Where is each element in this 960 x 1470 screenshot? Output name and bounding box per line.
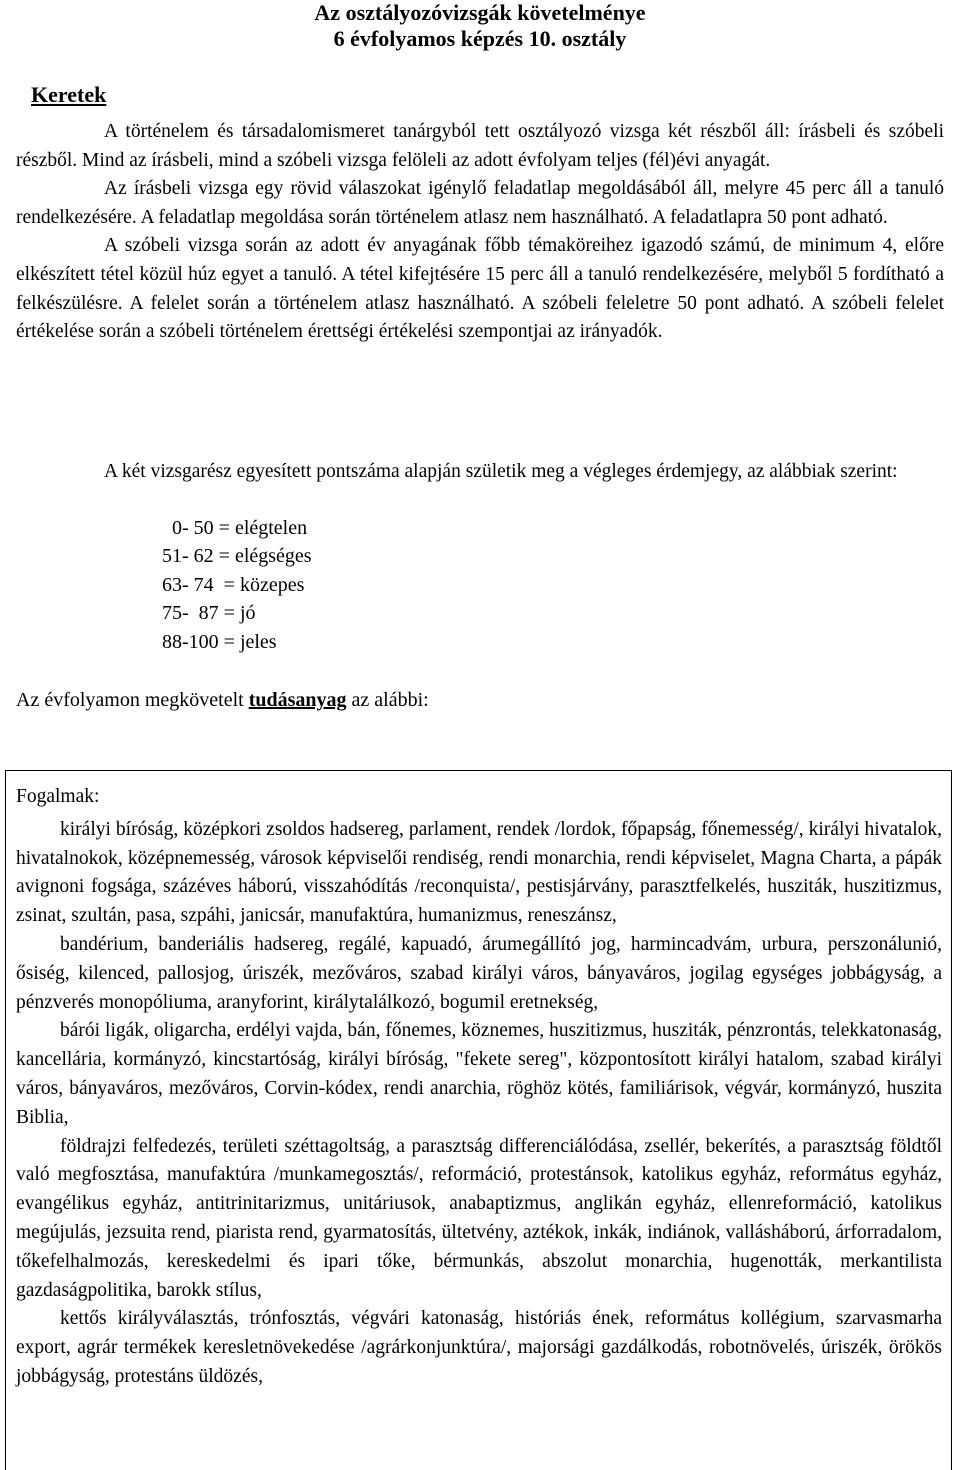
concepts-paragraph: földrajzi felfedezés, területi széttagoltság, a parasztság differenciálódása, zsellér, bekerítés, a parasztság földtől való megfosztása, manufaktúra /munkamegosztás/, reformáció, protestánsok, katolikus egyház, református egyház, evangélikus egyház, antitrinitarizmus, unitáriusok, anabaptizmus, anglikán egyház, ellenreformáció, katolikus megújulás, jezsuita rend, piarista rend, gyarmatosítás, ültetvény, aztékok, inkák, indiánok, vallásháború, árforradalom, tőkefelhalmozás, kereskedelmi és ipari tőke, bérmunkás, abszolut monarchia, hugenották, merkantilista gazdaságpolitika, barokk stílus, — [16, 1135, 942, 1301]
frame-paragraph-written-exam: Az írásbeli vizsga egy rövid válaszokat igénylő feladatlap megoldásából áll, melyre 45 perc áll a tanuló rendelkezésére. A feladatlap megoldása során történelem atlasz nem használható. A feladatlapra 50 pont adható. — [16, 178, 944, 228]
concepts-paragraph: kettős királyválasztás, trónfosztás, végvári katonaság, históriás ének, református kollégium, szarvasmarha export, agrár termékek keresletnövekedése /agrárkonjunktúra/, majorsági gazdálkodás, robotnövelés, úriszék, örökös jobbágyság, protestáns üldözés, — [16, 1308, 942, 1387]
frame-section — [16, 118, 944, 347]
section-heading-keretek: Keretek — [31, 82, 107, 107]
grade-row: 0- 50 = elégtelen — [162, 517, 308, 539]
requirement-suffix: az alábbi: — [346, 689, 429, 711]
grading-intro: A két vizsgarész egyesített pontszáma alapján születik meg a végleges érdemjegy, az alábbiak szerint: — [104, 461, 898, 482]
concepts-label: Fogalmak: — [16, 786, 100, 807]
concepts-paragraph: királyi bíróság, középkori zsoldos hadsereg, parlament, rendek /lordok, főpapság, főnemesség/, királyi hivatalok, hivatalnokok, középnemesség, városok képviselői rendiség, rendi monarchia, rendi képviselet, Magna Charta, a pápák avignoni fogsága, százéves háború, visszahódítás /reconquista/, pestisjárvány, parasztfelkelés, husziták, huszitizmus, zsinat, szultán, pasa, szpáhi, janicsár, manufaktúra, humanizmus, reneszánsz, — [16, 818, 942, 927]
grade-row: 88-100 = jeles — [162, 630, 277, 653]
frame-paragraph-oral-exam: A szóbeli vizsga során az adott év anyagának főbb témaköreihez igazodó számú, de minimum 4, előre elkészített tétel közül húz egyet a tanuló. A tétel kifejtésére 15 perc áll a tanuló rendelkezésére, melyből 5 fordítható a felkészülésre. A felelet során a történelem atlasz használható. A szóbeli feleletre 50 pont adható. A szóbeli felelet értékelése során a szóbeli történelem érettségi értékelési szempontjai az irányadók. — [16, 235, 944, 343]
requirement-line — [16, 685, 429, 715]
grade-row: 75- 87 = jó — [162, 602, 256, 625]
concepts-paragraph: bárói ligák, oligarcha, erdélyi vajda, bán, főnemes, köznemes, huszitizmus, husziták, pénzrontás, telekkatonaság, kancellária, kormányzó, kincstartóság, királyi bíróság, "fekete sereg", központosított királyi hatalom, szabad királyi város, bányaváros, mezőváros, Corvin-kódex, rendi anarchia, röghöz kötés, familiárisok, végvár, kormányzó, huszita Biblia, — [16, 1020, 942, 1128]
grade-scale — [162, 514, 312, 656]
document-subtitle: 6 évfolyamos képzés 10. osztály — [333, 26, 627, 51]
concepts-content — [16, 783, 942, 1392]
concepts-paragraph: bandérium, banderiális hadsereg, regálé, kapuadó, árumegállító jog, harmincadvám, urbura, perszonálunió, ősiség, kilenced, pallosjog, úriszék, mezőváros, szabad királyi város, bányaváros, jogilag egységes jobbágyság, a pénzverés monopóliuma, aranyforint, királytalálkozó, bogumil eretnekség, — [16, 933, 942, 1013]
grade-row: 51- 62 = elégséges — [162, 545, 312, 568]
requirement-keyword: tudásanyag — [248, 689, 347, 711]
document-title: Az osztályozóvizsgák követelménye — [314, 0, 646, 25]
grading-section — [16, 458, 944, 487]
grade-row: 63- 74 = közepes — [162, 573, 305, 596]
frame-paragraph-exam-parts: A történelem és társadalomismeret tanárgyból tett osztályozó vizsga két részből áll: írásbeli és szóbeli részből. Mind az írásbeli, mind a szóbeli vizsga felöleli az adott évfolyam teljes (fél)évi anyagát. — [16, 121, 944, 171]
requirement-prefix: Az évfolyamon megkövetelt — [16, 689, 249, 711]
